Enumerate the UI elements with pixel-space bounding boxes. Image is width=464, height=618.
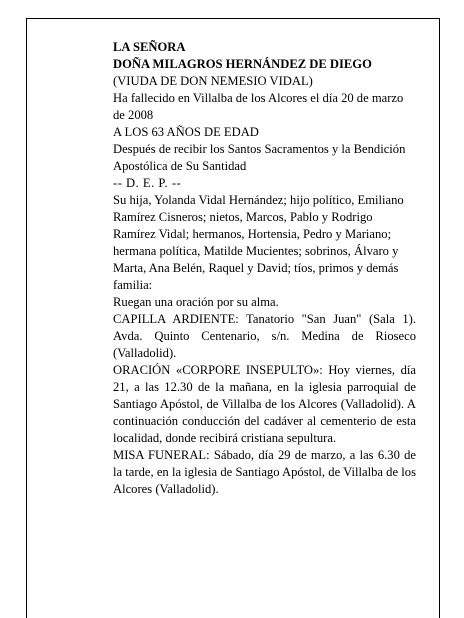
family-paragraph: Su hija, Yolanda Vidal Hernández; hijo político, Emiliano Ramírez Cisneros; nietos, Marcos, Pablo y Rodrigo Ramírez Vidal; hermanos, Hortensia, Pedro y Mariano; hermana política, Matilde Mucientes; sobrinos, Álvaro y Marta, Ana Belén, Raquel y David; tíos, primos y demás familia: <box>113 193 404 292</box>
sacraments-line: Después de recibir los Santos Sacramentos y la Bendición Apostólica de Su Santidad <box>113 142 406 173</box>
widow-of-line: (VIUDA DE DON NEMESIO VIDAL) <box>113 74 313 88</box>
obituary-notice <box>113 39 416 498</box>
funeral-info: ORACIÓN «CORPORE INSEPULTO»: Hoy viernes, día 21, a las 12.30 de la mañana, en la iglesia parroquial de Santiago Apóstol, de Villalba de los Alcores (Valladolid). A continuación conducción del cadáver al cementerio de esta localidad, donde recibirá cristiana sepultura. <box>113 363 416 445</box>
mass-info: MISA FUNERAL: Sábado, día 29 de marzo, a las 6.30 de la tarde, en la iglesia de Santiago Apóstol, de Villalba de los Alcores (Valladolid). <box>113 448 416 496</box>
deceased-name: DOÑA MILAGROS HERNÁNDEZ DE DIEGO <box>113 57 372 71</box>
rip-line: -- D. E. P. -- <box>113 176 182 190</box>
chapel-info: CAPILLA ARDIENTE: Tanatorio "San Juan" (Sala 1). Avda. Quinto Centenario, s/n. Medina de Rioseco (Valladolid). <box>113 312 416 360</box>
age-line: A LOS 63 AÑOS DE EDAD <box>113 125 259 139</box>
heading-title: LA SEÑORA <box>113 40 186 54</box>
prayer-request: Ruegan una oración por su alma. <box>113 295 279 309</box>
death-announcement: Ha fallecido en Villalba de los Alcores el día 20 de marzo de 2008 <box>113 91 404 122</box>
